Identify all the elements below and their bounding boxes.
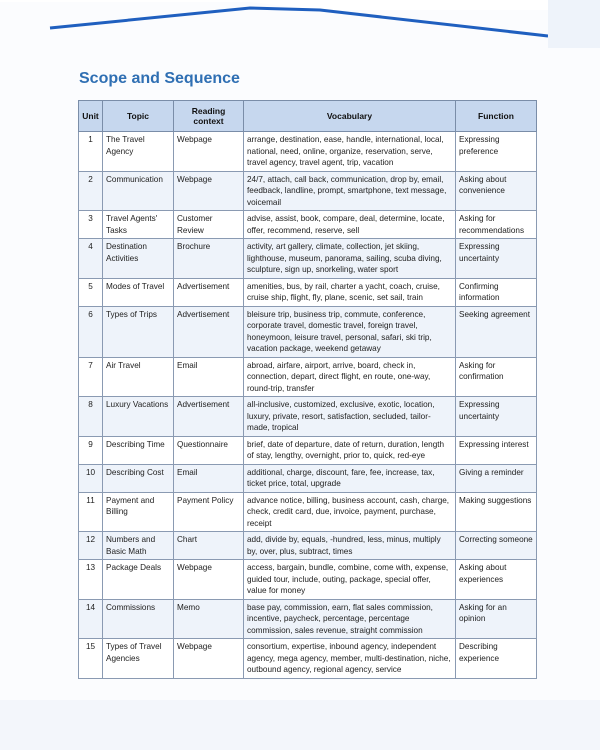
function-cell: Expressing preference (456, 132, 537, 172)
header-topic: Topic (103, 101, 174, 132)
function-cell: Seeking agreement (456, 306, 537, 357)
reading-context-cell: Email (174, 464, 244, 492)
unit-cell: 14 (79, 599, 103, 639)
function-cell: Expressing uncertainty (456, 397, 537, 437)
unit-cell: 2 (79, 171, 103, 211)
table-row (79, 306, 537, 357)
reading-context-cell: Brochure (174, 239, 244, 279)
unit-cell: 4 (79, 239, 103, 279)
reading-context-cell: Advertisement (174, 278, 244, 306)
header-reading-context: Reading context (174, 101, 244, 132)
function-cell: Asking for an opinion (456, 599, 537, 639)
unit-cell: 13 (79, 560, 103, 600)
reading-context-cell: Questionnaire (174, 436, 244, 464)
page-title: Scope and Sequence (79, 70, 240, 87)
vocabulary-cell: abroad, airfare, airport, arrive, board, check in, connection, depart, direct flight, en route, one-way, round-trip, transfer (244, 357, 456, 397)
topic-cell: Modes of Travel (103, 278, 174, 306)
unit-cell: 15 (79, 639, 103, 679)
unit-cell: 8 (79, 397, 103, 437)
vocabulary-cell: brief, date of departure, date of return, duration, length of stay, lengthy, overnight, prior to, quick, red-eye (244, 436, 456, 464)
header-function: Function (456, 101, 537, 132)
table-row (79, 132, 537, 172)
vocabulary-cell: base pay, commission, earn, flat sales commission, incentive, paycheck, percentage, percentage commission, sales revenue, straight commission (244, 599, 456, 639)
topic-cell: Numbers and Basic Math (103, 532, 174, 560)
unit-cell: 9 (79, 436, 103, 464)
table-header-row (79, 101, 537, 132)
function-cell: Confirming information (456, 278, 537, 306)
table-row (79, 492, 537, 532)
reading-context-cell: Customer Review (174, 211, 244, 239)
unit-cell: 12 (79, 532, 103, 560)
function-cell: Asking for confirmation (456, 357, 537, 397)
function-cell: Expressing uncertainty (456, 239, 537, 279)
reading-context-cell: Webpage (174, 132, 244, 172)
reading-context-cell: Advertisement (174, 306, 244, 357)
vocabulary-cell: add, divide by, equals, -hundred, less, minus, multiply by, over, plus, subtract, times (244, 532, 456, 560)
header-unit: Unit (79, 101, 103, 132)
table-row (79, 532, 537, 560)
topic-cell: Communication (103, 171, 174, 211)
vocabulary-cell: bleisure trip, business trip, commute, conference, corporate travel, domestic travel, foreign travel, honeymoon, leisure travel, personal, safari, ski trip, vacation package, weekend getaway (244, 306, 456, 357)
table-row (79, 211, 537, 239)
vocabulary-cell: all-inclusive, customized, exclusive, exotic, location, luxury, private, resort, satisfaction, secluded, tailor-made, tropical (244, 397, 456, 437)
unit-cell: 6 (79, 306, 103, 357)
unit-cell: 1 (79, 132, 103, 172)
table-row (79, 639, 537, 679)
table-row (79, 171, 537, 211)
topic-cell: Destination Activities (103, 239, 174, 279)
reading-context-cell: Memo (174, 599, 244, 639)
topic-cell: The Travel Agency (103, 132, 174, 172)
function-cell: Describing experience (456, 639, 537, 679)
topic-cell: Payment and Billing (103, 492, 174, 532)
vocabulary-cell: amenities, bus, by rail, charter a yacht, coach, cruise, cruise ship, flight, fly, plane, scenic, set sail, train (244, 278, 456, 306)
topic-cell: Commissions (103, 599, 174, 639)
table-row (79, 599, 537, 639)
vocabulary-cell: additional, charge, discount, fare, fee, increase, tax, ticket price, total, upgrade (244, 464, 456, 492)
vocabulary-cell: advance notice, billing, business account, cash, charge, check, credit card, due, invoice, payment, purchase, receipt (244, 492, 456, 532)
topic-cell: Describing Time (103, 436, 174, 464)
topic-cell: Air Travel (103, 357, 174, 397)
function-cell: Asking for recommendations (456, 211, 537, 239)
scope-sequence-table (78, 100, 536, 679)
function-cell: Giving a reminder (456, 464, 537, 492)
header-vocabulary: Vocabulary (244, 101, 456, 132)
function-cell: Asking about convenience (456, 171, 537, 211)
table-row (79, 464, 537, 492)
table-row (79, 397, 537, 437)
vocabulary-cell: 24/7, attach, call back, communication, drop by, email, feedback, landline, prompt, smartphone, text message, voicemail (244, 171, 456, 211)
topic-cell: Travel Agents' Tasks (103, 211, 174, 239)
table-row (79, 239, 537, 279)
table-row (79, 560, 537, 600)
topic-cell: Types of Travel Agencies (103, 639, 174, 679)
reading-context-cell: Payment Policy (174, 492, 244, 532)
reading-context-cell: Webpage (174, 560, 244, 600)
function-cell: Asking about experiences (456, 560, 537, 600)
vocabulary-cell: consortium, expertise, inbound agency, independent agency, mega agency, member, multi-destination, niche, outbound agency, regional agency, service (244, 639, 456, 679)
reading-context-cell: Email (174, 357, 244, 397)
unit-cell: 3 (79, 211, 103, 239)
vocabulary-cell: activity, art gallery, climate, collection, jet skiing, lighthouse, museum, panorama, sailing, scuba diving, sculpture, sign up, snorkeling, water sport (244, 239, 456, 279)
topic-cell: Package Deals (103, 560, 174, 600)
topic-cell: Describing Cost (103, 464, 174, 492)
vocabulary-cell: arrange, destination, ease, handle, international, local, national, need, online, organize, reservation, serve, travel agency, travel agent, trip, vacation (244, 132, 456, 172)
reading-context-cell: Webpage (174, 171, 244, 211)
unit-cell: 10 (79, 464, 103, 492)
vocabulary-cell: access, bargain, bundle, combine, come with, expense, guided tour, include, outing, package, special offer, value for money (244, 560, 456, 600)
reading-context-cell: Chart (174, 532, 244, 560)
topic-cell: Luxury Vacations (103, 397, 174, 437)
table-row (79, 278, 537, 306)
function-cell: Making suggestions (456, 492, 537, 532)
topic-cell: Types of Trips (103, 306, 174, 357)
function-cell: Expressing interest (456, 436, 537, 464)
reading-context-cell: Advertisement (174, 397, 244, 437)
footer-background (0, 700, 600, 750)
reading-context-cell: Webpage (174, 639, 244, 679)
function-cell: Correcting someone (456, 532, 537, 560)
table-row (79, 436, 537, 464)
table-row (79, 357, 537, 397)
unit-cell: 5 (79, 278, 103, 306)
unit-cell: 7 (79, 357, 103, 397)
unit-cell: 11 (79, 492, 103, 532)
vocabulary-cell: advise, assist, book, compare, deal, determine, locate, offer, recommend, reserve, sell (244, 211, 456, 239)
header-decoration (0, 0, 600, 48)
